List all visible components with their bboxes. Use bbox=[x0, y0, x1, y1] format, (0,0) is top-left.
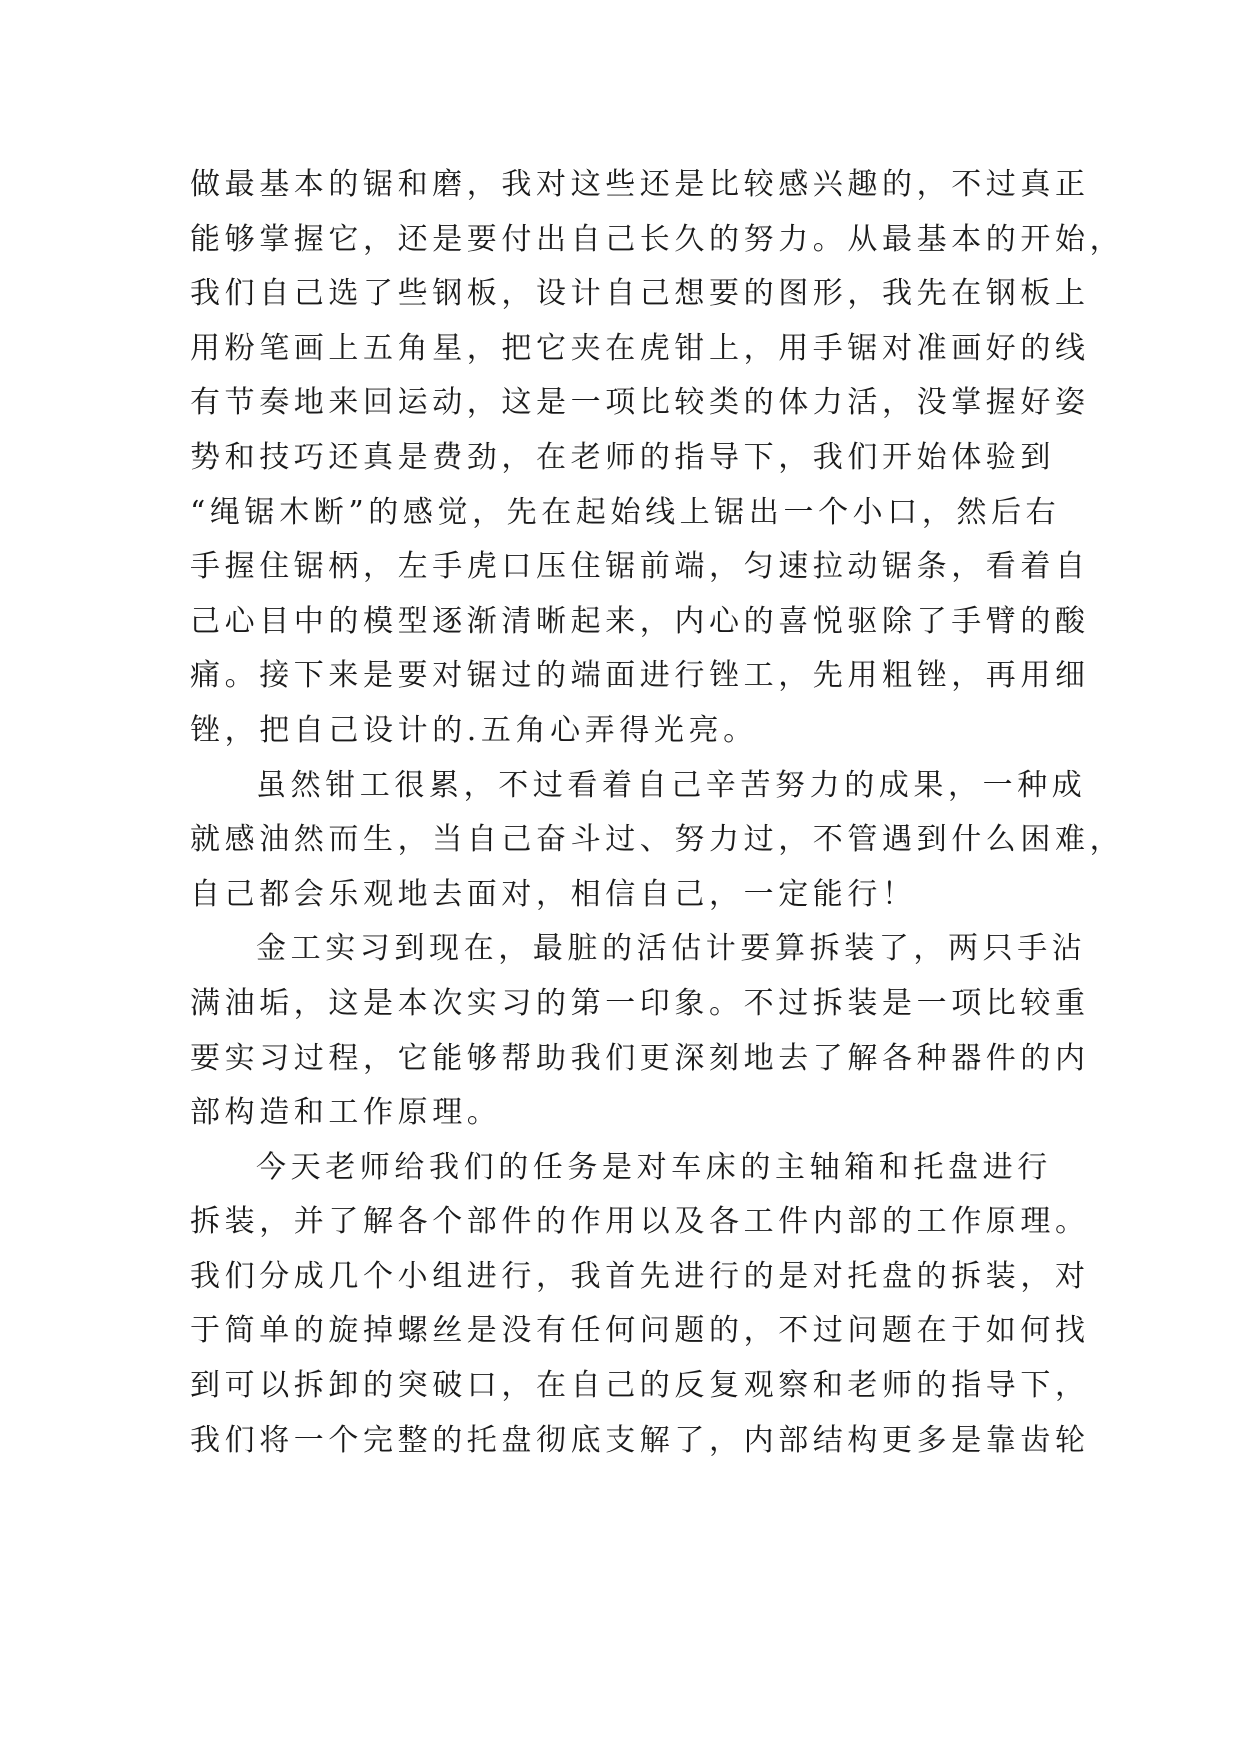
text-line: 金工实习到现在，最脏的活估计要算拆装了，两只手沾 bbox=[256, 931, 1087, 967]
text-line: 锉，把自己设计的.五角心弄得光亮。 bbox=[190, 712, 758, 748]
text-line: 有节奏地来回运动，这是一项比较类的体力活，没掌握好姿 bbox=[190, 385, 1090, 421]
text-line: 就感油然而生，当自己奋斗过、努力过，不管遇到什么困难， bbox=[190, 822, 1125, 858]
text-line: 于简单的旋掉螺丝是没有任何问题的，不过问题在于如何找 bbox=[190, 1313, 1090, 1349]
text-line: 己心目中的模型逐渐清晰起来，内心的喜悦驱除了手臂的酸 bbox=[190, 603, 1090, 639]
text-line: 势和技巧还真是费劲，在老师的指导下，我们开始体验到 bbox=[190, 439, 1055, 475]
text-line: 能够掌握它，还是要付出自己长久的努力。从最基本的开始， bbox=[190, 221, 1125, 257]
text-line: 手握住锯柄，左手虎口压住锯前端，匀速拉动锯条，看着自 bbox=[190, 549, 1090, 585]
text-line: 做最基本的锯和磨，我对这些还是比较感兴趣的，不过真正 bbox=[190, 167, 1090, 202]
text-line: 我们自己选了些钢板，设计自己想要的图形，我先在钢板上 bbox=[190, 276, 1090, 312]
text-line: 部构造和工作原理。 bbox=[190, 1095, 502, 1131]
text-line: 拆装，并了解各个部件的作用以及各工件内部的工作原理。 bbox=[190, 1204, 1090, 1240]
text-line: 我们分成几个小组进行，我首先进行的是对托盘的拆装，对 bbox=[190, 1258, 1090, 1294]
text-line: 痛。接下来是要对锯过的端面进行锉工，先用粗锉，再用细 bbox=[190, 658, 1090, 694]
text-line: 我们将一个完整的托盘彻底支解了，内部结构更多是靠齿轮 bbox=[190, 1422, 1090, 1458]
paragraph-2 bbox=[190, 759, 1125, 923]
text-line: 虽然钳工很累，不过看着自己辛苦努力的成果，一种成 bbox=[256, 767, 1087, 803]
document-page bbox=[190, 158, 1125, 1468]
paragraph-1 bbox=[190, 158, 1125, 759]
text-line: 今天老师给我们的任务是对车床的主轴箱和托盘进行 bbox=[256, 1149, 1052, 1185]
paragraph-4 bbox=[190, 1141, 1090, 1469]
text-line: 自己都会乐观地去面对，相信自己，一定能行！ bbox=[190, 876, 917, 912]
text-line: 满油垢，这是本次实习的第一印象。不过拆装是一项比较重 bbox=[190, 985, 1090, 1021]
text-line: 要实习过程，它能够帮助我们更深刻地去了解各种器件的内 bbox=[190, 1040, 1090, 1076]
text-line: “绳锯木断”的感觉，先在起始线上锯出一个小口，然后右 bbox=[190, 494, 1061, 530]
paragraph-3 bbox=[190, 922, 1090, 1140]
text-line: 到可以拆卸的突破口，在自己的反复观察和老师的指导下， bbox=[190, 1368, 1090, 1404]
text-line: 用粉笔画上五角星，把它夹在虎钳上，用手锯对准画好的线 bbox=[190, 330, 1090, 366]
